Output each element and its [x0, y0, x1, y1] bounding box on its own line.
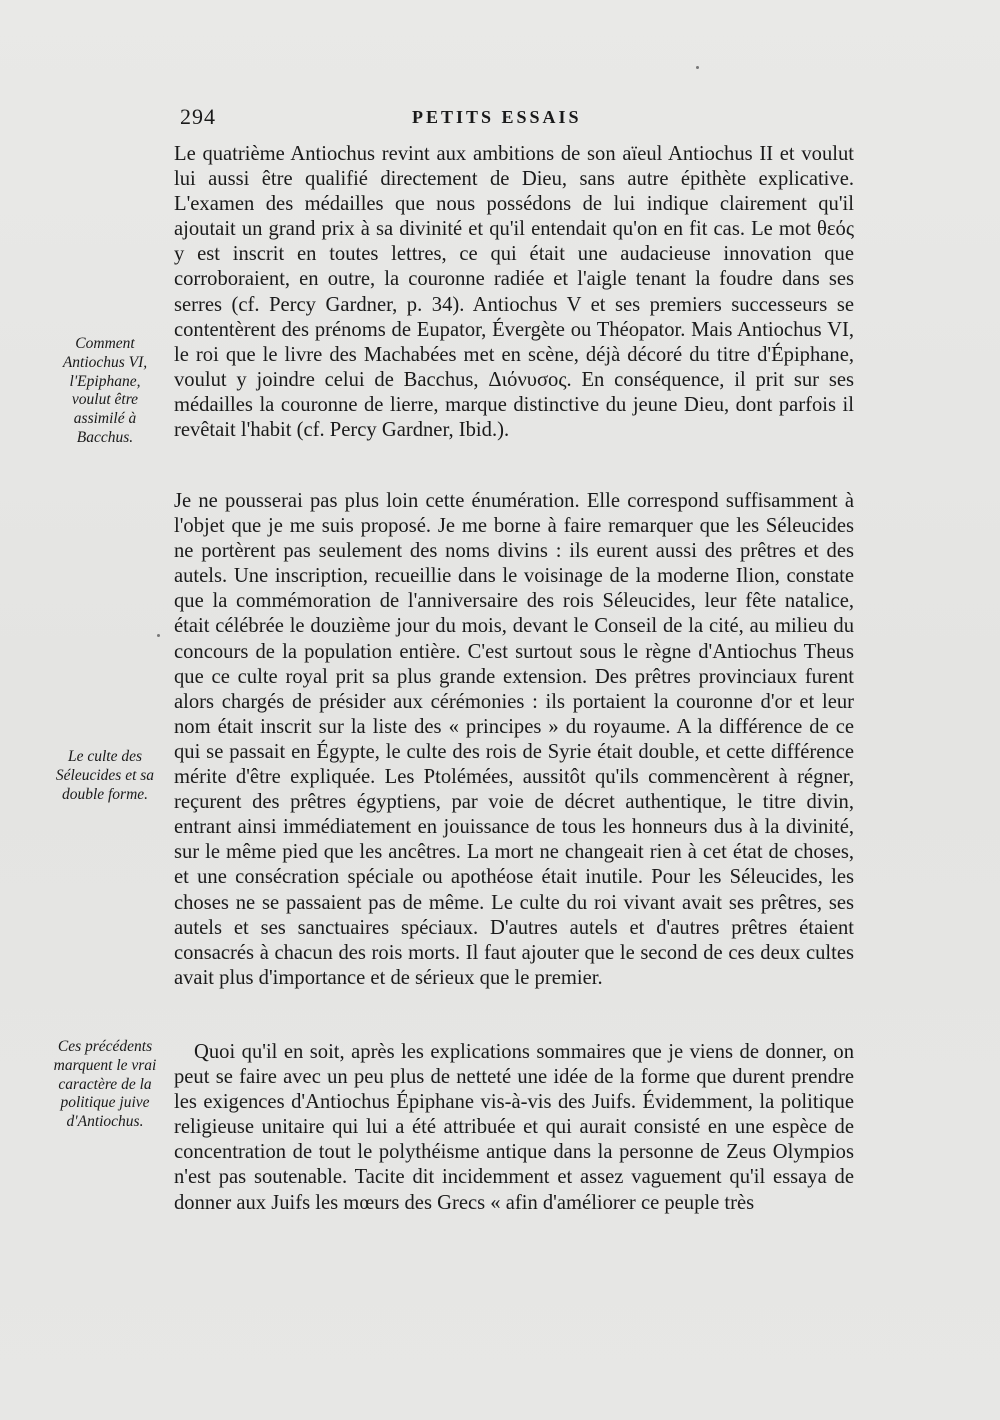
running-head	[180, 104, 850, 132]
page-number: 294	[180, 104, 216, 129]
running-title: PETITS ESSAIS	[412, 107, 582, 127]
margin-note: Ces précédents marquent le vrai caractère de la politique juive d'Antiochus.	[53, 1038, 157, 1131]
paragraph	[174, 489, 854, 991]
speck	[157, 634, 160, 637]
margin-note: Comment Antiochus VI, l'Epiphane, voulut être assimilé à Bacchus.	[62, 335, 148, 446]
paragraph-text: Le quatrième Antiochus revint aux ambitions de son aïeul Antiochus II et voulut lui aussi être qualifié directement de Dieu, sans autre épithète explicative. L'examen des médailles que nous possédons de lui indique clairement qu'il ajoutait un grand prix à sa divinité et qu'il entendait qu'on en fit cas. Le mot θεός y est inscrit en toutes lettres, ce qui était une audacieuse innovation que corroboraient, en outre, la couronne radiée et l'aigle tenant la foudre dans ses serres (cf. Percy Gardner, p. 34). Antiochus V et ses premiers successeurs se contentèrent des prénoms de Eupator, Évergète ou Théopator. Mais Antiochus VI, le roi que le livre des Machabées met en scène, déjà décoré du titre d'Épiphane, voulut y joindre celui de Bacchus, Διόνυσος. En conséquence, il prit sur ses médailles la couronne de lierre, marque distinctive du jeune Dieu, dont parfois il revêtait l'habit (cf. Percy Gardner, Ibid.).	[174, 143, 854, 442]
paragraph-text: Je ne pousserai pas plus loin cette énumération. Elle correspond suffisamment à l'objet que je me suis proposé. Je me borne à faire remarquer que les Séleucides ne portèrent pas seulement des noms divins : ils eurent aussi des prêtres et des autels. Une inscription, recueillie dans le voisinage de la moderne Ilion, constate que la commémoration de l'anniversaire des rois Séleucides, leur fête natalice, était célébrée le douzième jour du mois, devant le Conseil de la cité, au milieu du concours de la population entière. C'est surtout sous le règne d'Antiochus Theus que ce culte royal prit sa plus grande extension. Des prêtres provinciaux furent alors chargés de présider aux cérémonies : ils portaient la couronne d'or et leur nom était inscrit sur la liste des « principes » du royaume. A la différence de ce qui se passait en Égypte, le culte des rois de Syrie était double, et cette différence mérite d'être expliquée. Les Ptolémées, aussitôt qu'ils commencèrent à régner, reçurent des prêtres égyptiens, par voie de décret authentique, le titre divin, entrant ainsi immédiatement en jouissance de tous les honneurs dus à la divinité, sur le même pied que les ancêtres. La mort ne changeait rien à cet état de choses, et une consécration spéciale ou apothéose était inutile. Pour les Séleucides, les choses ne se passaient pas de même. Le culte du roi vivant avait ses prêtres, ses autels et ses sanctuaires spéciaux. D'autres autels et d'autres prêtres étaient consacrés à chacun des rois morts. Il faut ajouter que le second de ces deux cultes avait plus d'importance et de sérieux que le premier.	[174, 490, 854, 989]
paragraph	[174, 1040, 854, 1216]
paragraph-text: Quoi qu'il en soit, après les explications sommaires que je viens de donner, on peut se faire avec un peu plus de netteté une idée de la forme que durent prendre les exigences d'Antiochus Épiphane vis-à-vis des Juifs. Évidemment, la politique religieuse unitaire qui lui a été attribuée et qui aurait consisté en une espèce de concentration de tout le polythéisme antique dans la personne de Zeus Olympios n'est pas soutenable. Tacite dit incidemment et assez vaguement qu'il essaya de donner aux Juifs les mœurs des Grecs « afin d'améliorer ce peuple très	[174, 1041, 854, 1214]
margin-note: Le culte des Séleucides et sa double forme.	[55, 748, 155, 803]
speck	[696, 66, 699, 69]
paragraph	[174, 142, 854, 443]
